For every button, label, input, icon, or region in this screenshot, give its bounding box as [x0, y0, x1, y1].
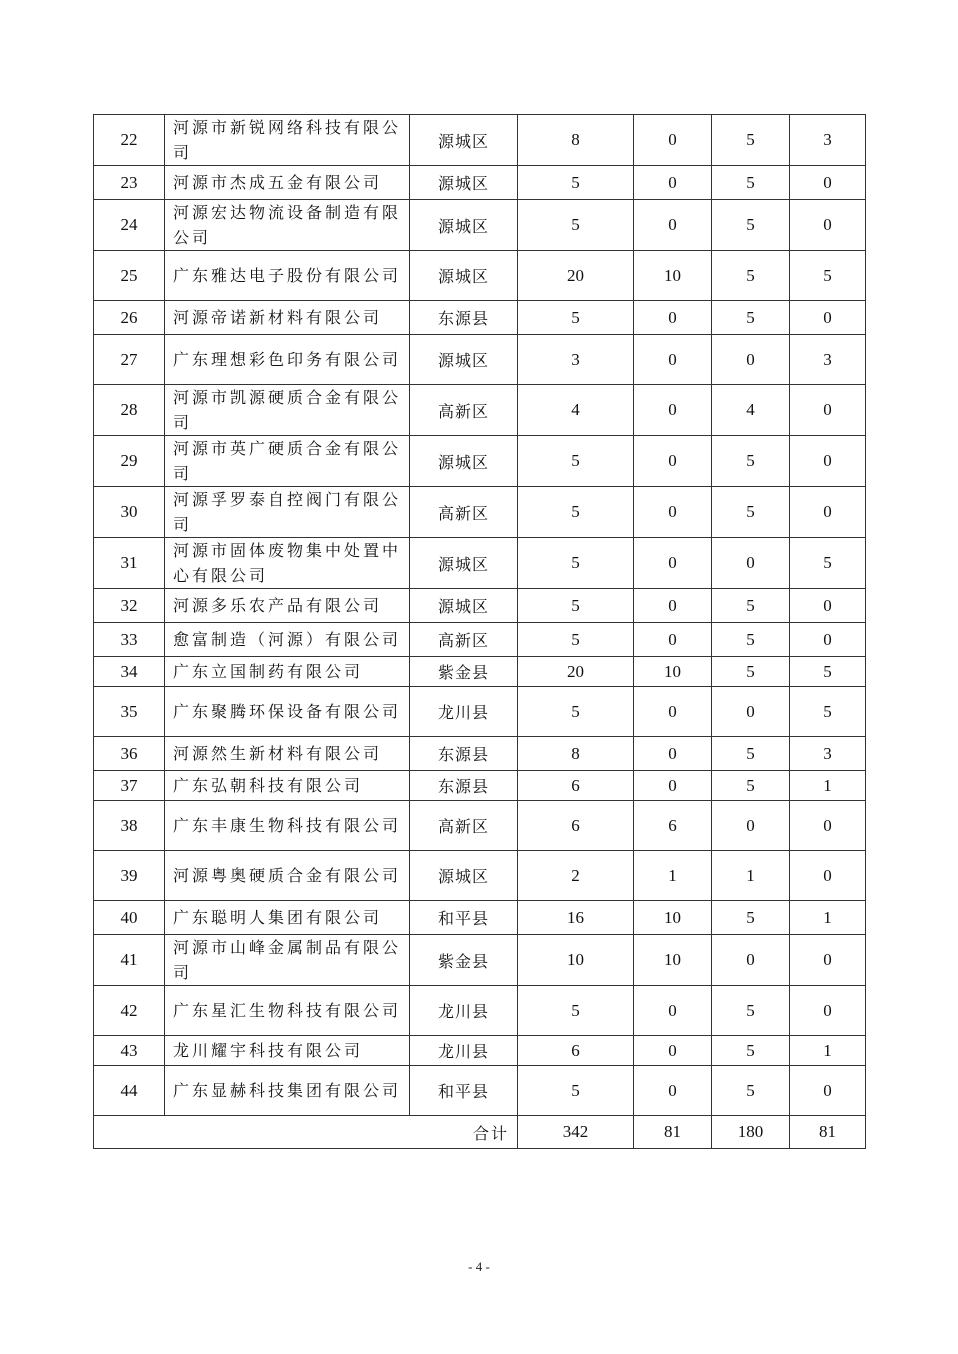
value-col1: 20	[518, 251, 634, 301]
value-col3: 5	[712, 623, 790, 657]
table-row	[94, 251, 866, 301]
value-col4: 0	[790, 589, 866, 623]
district: 紫金县	[410, 935, 518, 986]
table-row	[94, 687, 866, 737]
total-c3: 180	[712, 1116, 790, 1149]
table-row	[94, 166, 866, 200]
value-col2: 0	[634, 200, 712, 251]
value-col4: 0	[790, 301, 866, 335]
value-col2: 0	[634, 986, 712, 1036]
district: 东源县	[410, 737, 518, 771]
district: 东源县	[410, 771, 518, 801]
row-number: 36	[94, 737, 165, 771]
value-col3: 5	[712, 986, 790, 1036]
row-number: 31	[94, 538, 165, 589]
value-col1: 6	[518, 1036, 634, 1066]
value-col4: 0	[790, 487, 866, 538]
district: 高新区	[410, 385, 518, 436]
value-col1: 8	[518, 737, 634, 771]
table-row	[94, 301, 866, 335]
value-col2: 0	[634, 589, 712, 623]
district: 源城区	[410, 436, 518, 487]
company-name: 河源市英广硬质合金有限公司	[165, 436, 410, 487]
company-name: 广东立国制药有限公司	[165, 657, 410, 687]
company-name: 广东雅达电子股份有限公司	[165, 251, 410, 301]
value-col1: 5	[518, 301, 634, 335]
row-number: 33	[94, 623, 165, 657]
district: 源城区	[410, 589, 518, 623]
value-col4: 0	[790, 986, 866, 1036]
company-name: 龙川耀宇科技有限公司	[165, 1036, 410, 1066]
company-name: 广东聪明人集团有限公司	[165, 901, 410, 935]
value-col1: 6	[518, 771, 634, 801]
district: 源城区	[410, 335, 518, 385]
value-col1: 5	[518, 538, 634, 589]
value-col4: 5	[790, 657, 866, 687]
value-col3: 5	[712, 115, 790, 166]
value-col1: 4	[518, 385, 634, 436]
company-name: 河源市新锐网络科技有限公司	[165, 115, 410, 166]
district: 源城区	[410, 200, 518, 251]
value-col3: 5	[712, 589, 790, 623]
district: 源城区	[410, 115, 518, 166]
value-col2: 0	[634, 687, 712, 737]
value-col1: 8	[518, 115, 634, 166]
company-name: 河源粤奥硬质合金有限公司	[165, 851, 410, 901]
total-row	[94, 1116, 866, 1149]
row-number: 30	[94, 487, 165, 538]
row-number: 25	[94, 251, 165, 301]
total-c1: 342	[518, 1116, 634, 1149]
value-col2: 0	[634, 1066, 712, 1116]
value-col2: 0	[634, 538, 712, 589]
value-col4: 3	[790, 335, 866, 385]
row-number: 38	[94, 801, 165, 851]
value-col4: 3	[790, 737, 866, 771]
value-col4: 3	[790, 115, 866, 166]
page-number: - 4 -	[468, 1259, 490, 1274]
value-col1: 10	[518, 935, 634, 986]
row-number: 43	[94, 1036, 165, 1066]
company-name: 河源市凯源硬质合金有限公司	[165, 385, 410, 436]
district: 龙川县	[410, 986, 518, 1036]
value-col2: 10	[634, 251, 712, 301]
value-col4: 1	[790, 771, 866, 801]
value-col2: 0	[634, 385, 712, 436]
company-name: 河源市杰成五金有限公司	[165, 166, 410, 200]
value-col2: 0	[634, 436, 712, 487]
value-col1: 5	[518, 436, 634, 487]
value-col3: 5	[712, 166, 790, 200]
table-body	[94, 115, 866, 1149]
value-col2: 10	[634, 901, 712, 935]
table-row	[94, 538, 866, 589]
district: 源城区	[410, 166, 518, 200]
value-col1: 5	[518, 166, 634, 200]
value-col1: 5	[518, 623, 634, 657]
company-name: 河源多乐农产品有限公司	[165, 589, 410, 623]
value-col3: 0	[712, 538, 790, 589]
table-row	[94, 623, 866, 657]
company-name: 广东聚腾环保设备有限公司	[165, 687, 410, 737]
value-col4: 0	[790, 623, 866, 657]
company-name: 广东理想彩色印务有限公司	[165, 335, 410, 385]
value-col2: 10	[634, 935, 712, 986]
company-name: 河源市固体废物集中处置中心有限公司	[165, 538, 410, 589]
district: 紫金县	[410, 657, 518, 687]
value-col3: 5	[712, 436, 790, 487]
value-col2: 0	[634, 623, 712, 657]
value-col1: 5	[518, 1066, 634, 1116]
row-number: 41	[94, 935, 165, 986]
table-row	[94, 986, 866, 1036]
value-col2: 0	[634, 1036, 712, 1066]
value-col3: 1	[712, 851, 790, 901]
company-name: 广东显赫科技集团有限公司	[165, 1066, 410, 1116]
value-col3: 5	[712, 1036, 790, 1066]
company-name: 广东弘朝科技有限公司	[165, 771, 410, 801]
value-col3: 5	[712, 737, 790, 771]
table-row	[94, 385, 866, 436]
row-number: 28	[94, 385, 165, 436]
value-col2: 0	[634, 771, 712, 801]
table-row	[94, 335, 866, 385]
value-col3: 5	[712, 901, 790, 935]
company-name: 河源市山峰金属制品有限公司	[165, 935, 410, 986]
value-col1: 20	[518, 657, 634, 687]
value-col4: 0	[790, 935, 866, 986]
value-col3: 5	[712, 1066, 790, 1116]
value-col4: 1	[790, 901, 866, 935]
district: 源城区	[410, 538, 518, 589]
row-number: 26	[94, 301, 165, 335]
table-row	[94, 1066, 866, 1116]
row-number: 42	[94, 986, 165, 1036]
value-col3: 5	[712, 301, 790, 335]
company-name: 河源然生新材料有限公司	[165, 737, 410, 771]
row-number: 22	[94, 115, 165, 166]
value-col4: 5	[790, 538, 866, 589]
row-number: 44	[94, 1066, 165, 1116]
row-number: 27	[94, 335, 165, 385]
value-col4: 0	[790, 436, 866, 487]
value-col4: 5	[790, 687, 866, 737]
district: 龙川县	[410, 687, 518, 737]
district: 和平县	[410, 1066, 518, 1116]
value-col2: 0	[634, 335, 712, 385]
value-col1: 5	[518, 589, 634, 623]
district: 东源县	[410, 301, 518, 335]
value-col2: 6	[634, 801, 712, 851]
row-number: 34	[94, 657, 165, 687]
value-col1: 6	[518, 801, 634, 851]
company-name: 河源孚罗泰自控阀门有限公司	[165, 487, 410, 538]
value-col2: 0	[634, 115, 712, 166]
table-row	[94, 801, 866, 851]
district: 高新区	[410, 801, 518, 851]
total-c4: 81	[790, 1116, 866, 1149]
value-col4: 5	[790, 251, 866, 301]
total-c2: 81	[634, 1116, 712, 1149]
district: 龙川县	[410, 1036, 518, 1066]
row-number: 35	[94, 687, 165, 737]
value-col3: 5	[712, 200, 790, 251]
district: 高新区	[410, 623, 518, 657]
value-col3: 0	[712, 801, 790, 851]
table-row	[94, 200, 866, 251]
table-row	[94, 589, 866, 623]
value-col1: 5	[518, 487, 634, 538]
value-col1: 5	[518, 986, 634, 1036]
value-col3: 5	[712, 487, 790, 538]
table-row	[94, 935, 866, 986]
company-name: 河源帝诺新材料有限公司	[165, 301, 410, 335]
value-col2: 0	[634, 487, 712, 538]
table-row	[94, 115, 866, 166]
table-row	[94, 737, 866, 771]
total-label: 合计	[94, 1116, 518, 1149]
row-number: 39	[94, 851, 165, 901]
district: 源城区	[410, 851, 518, 901]
table-row	[94, 436, 866, 487]
row-number: 37	[94, 771, 165, 801]
value-col3: 5	[712, 251, 790, 301]
value-col2: 0	[634, 301, 712, 335]
value-col3: 5	[712, 771, 790, 801]
value-col1: 3	[518, 335, 634, 385]
row-number: 29	[94, 436, 165, 487]
value-col3: 0	[712, 935, 790, 986]
row-number: 24	[94, 200, 165, 251]
value-col2: 0	[634, 737, 712, 771]
value-col4: 0	[790, 166, 866, 200]
table-row	[94, 487, 866, 538]
value-col1: 16	[518, 901, 634, 935]
value-col2: 1	[634, 851, 712, 901]
value-col3: 4	[712, 385, 790, 436]
row-number: 40	[94, 901, 165, 935]
value-col3: 5	[712, 657, 790, 687]
value-col1: 2	[518, 851, 634, 901]
value-col4: 0	[790, 801, 866, 851]
table-row	[94, 1036, 866, 1066]
row-number: 32	[94, 589, 165, 623]
district: 源城区	[410, 251, 518, 301]
row-number: 23	[94, 166, 165, 200]
value-col4: 0	[790, 1066, 866, 1116]
company-name: 河源宏达物流设备制造有限公司	[165, 200, 410, 251]
enterprise-table	[93, 114, 866, 1149]
value-col2: 10	[634, 657, 712, 687]
table-row	[94, 771, 866, 801]
value-col4: 0	[790, 385, 866, 436]
value-col1: 5	[518, 200, 634, 251]
district: 和平县	[410, 901, 518, 935]
value-col1: 5	[518, 687, 634, 737]
value-col3: 0	[712, 335, 790, 385]
table-row	[94, 851, 866, 901]
company-name: 愈富制造（河源）有限公司	[165, 623, 410, 657]
table-row	[94, 901, 866, 935]
district: 高新区	[410, 487, 518, 538]
value-col3: 0	[712, 687, 790, 737]
value-col4: 1	[790, 1036, 866, 1066]
value-col2: 0	[634, 166, 712, 200]
value-col4: 0	[790, 851, 866, 901]
table-row	[94, 657, 866, 687]
company-name: 广东丰康生物科技有限公司	[165, 801, 410, 851]
company-name: 广东星汇生物科技有限公司	[165, 986, 410, 1036]
value-col4: 0	[790, 200, 866, 251]
